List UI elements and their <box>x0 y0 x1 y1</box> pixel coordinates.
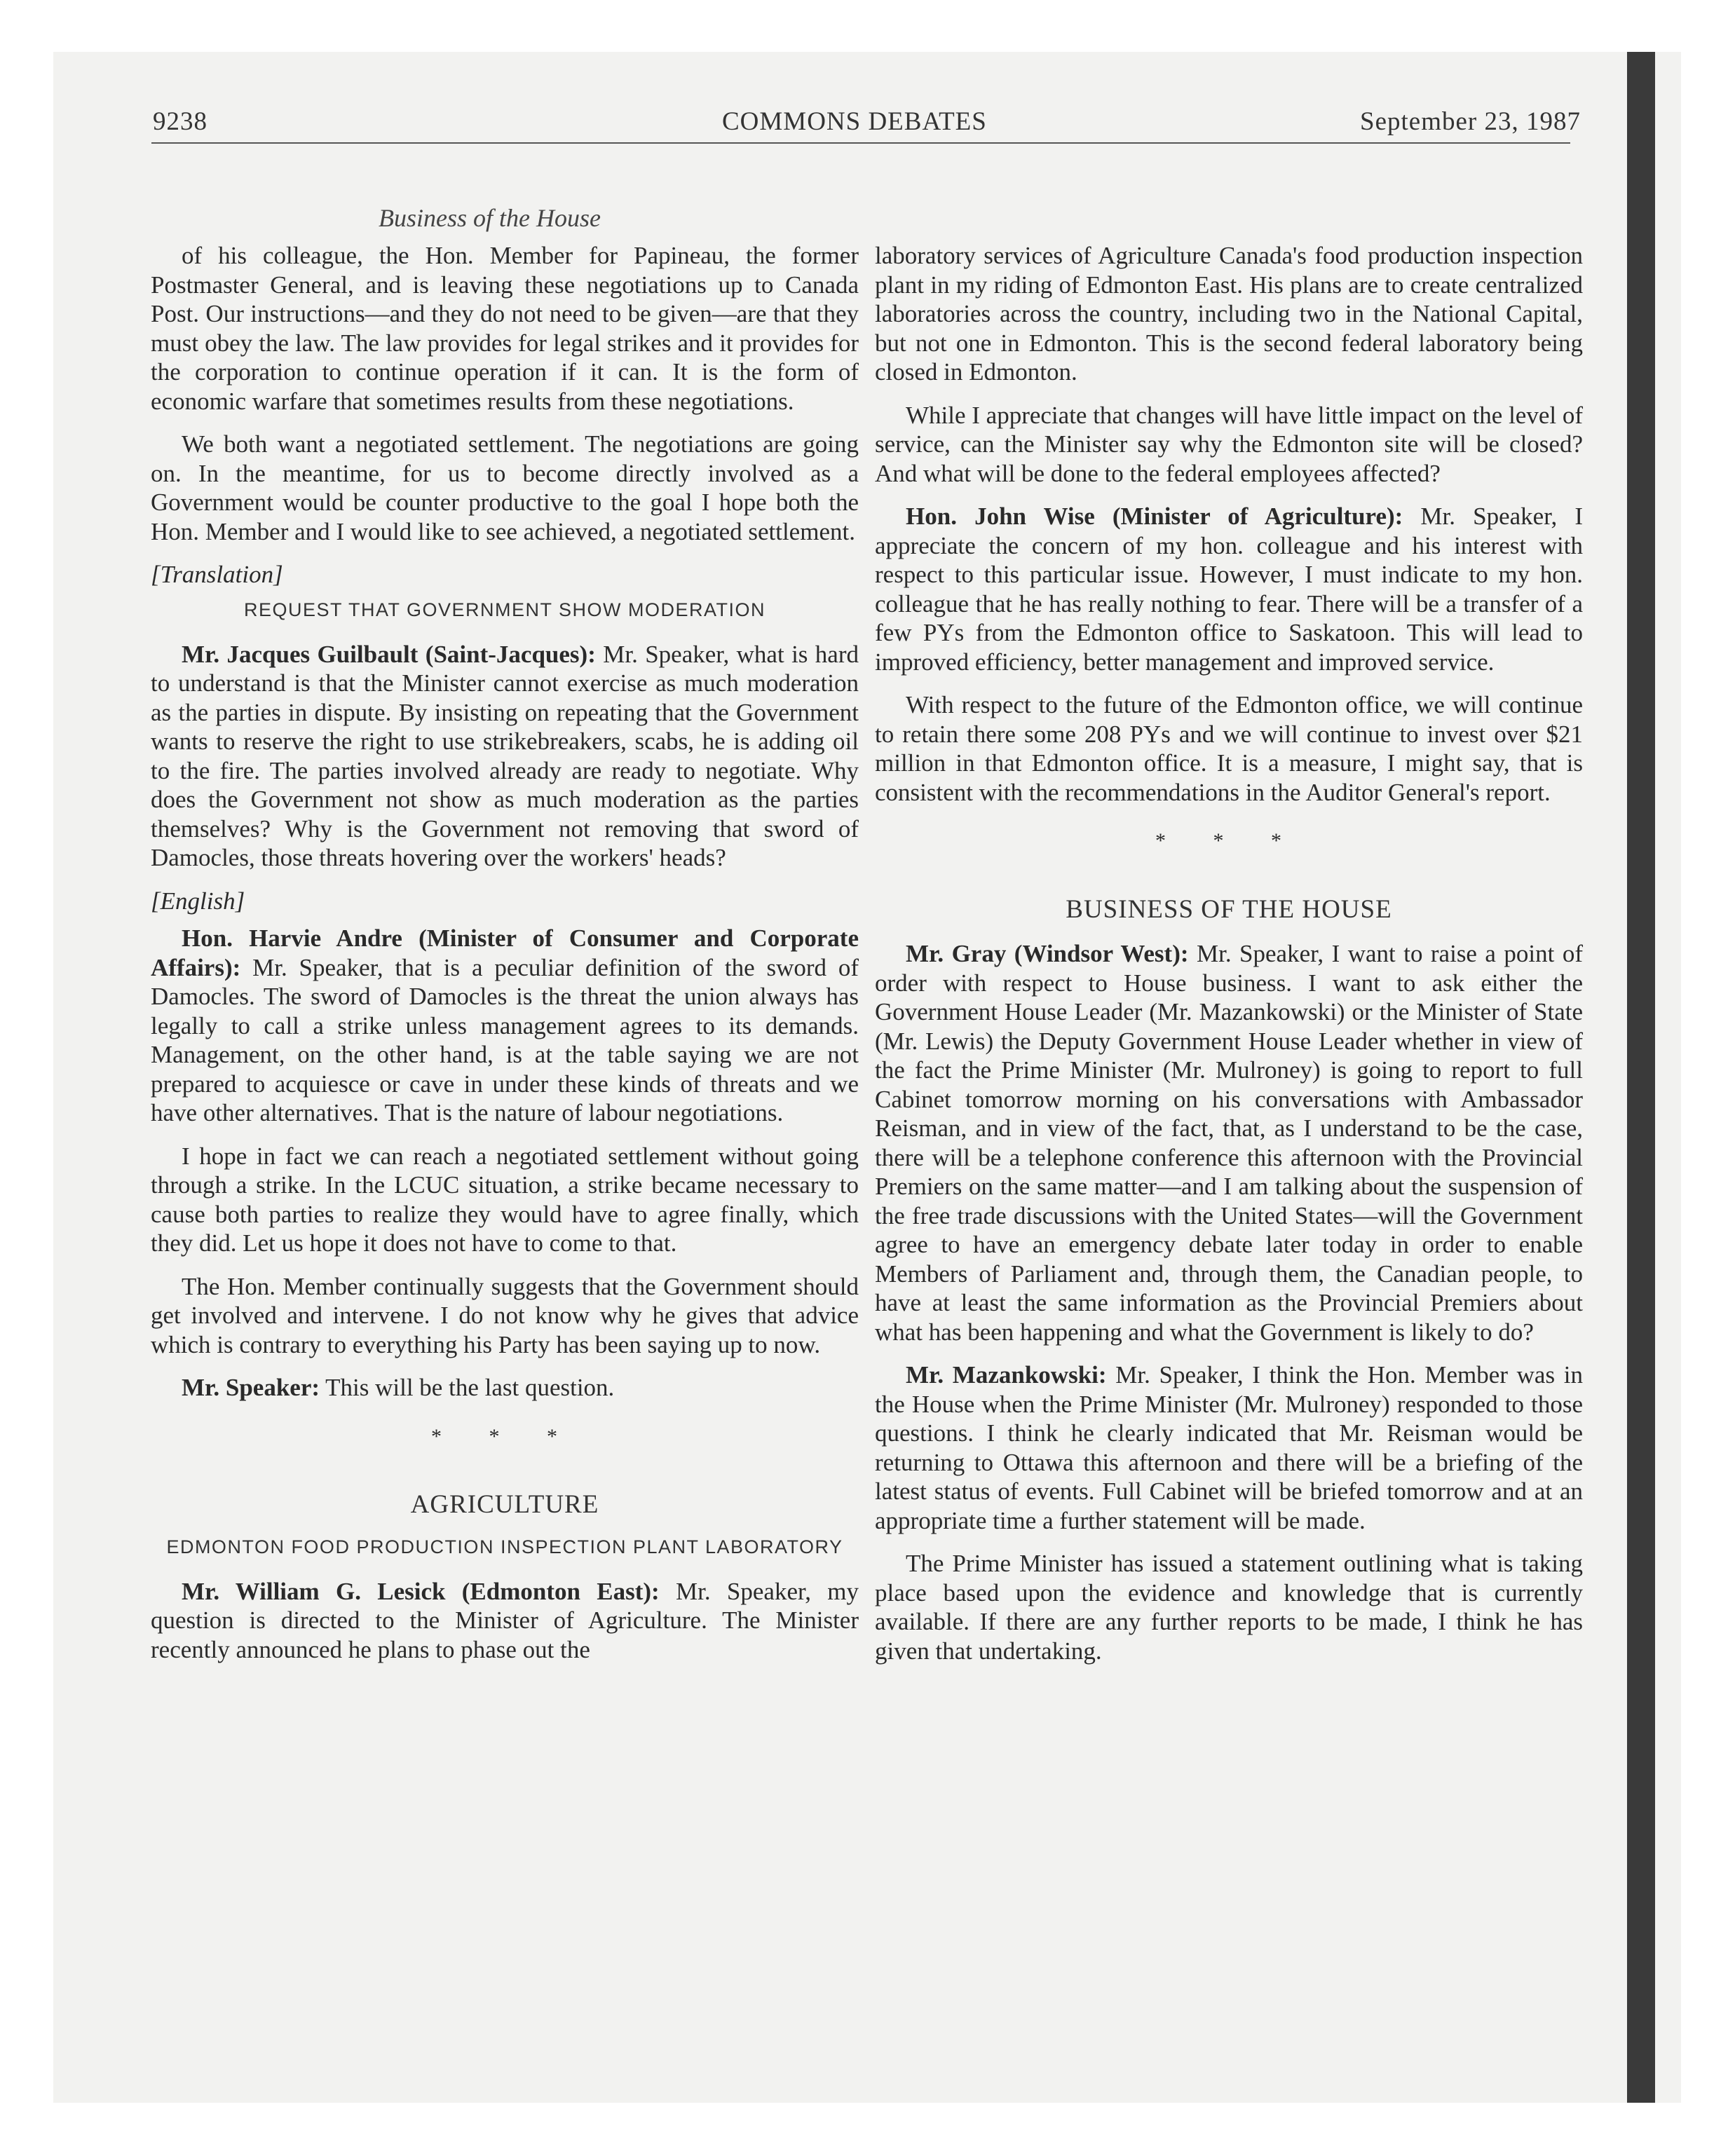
paragraph <box>875 939 1583 1346</box>
paragraph <box>151 640 859 873</box>
speech-text: Mr. Speaker, I want to raise a point of order with respect to House business. I want to ask either the Government House Leader (Mr. Mazankowski) or the Minister of State (Mr. Lewis) the Deputy Government House Leader whether in view of the fact the Prime Minister (Mr. Mulroney) is going to report to full Cabinet tomorrow morning on his conversations with Ambassador Reisman, and in view of the fact, that, as I understand to be the case, there will be a telephone conference this afternoon with the Provincial Premiers on the same matter—and I am talking about the suspension of the free trade discussions with the United States—will the Government agree to have an emergency debate later today in order to enable Members of Parliament and, through them, the Canadian people, to have at least the same information as the Provincial Premiers about what has been happening and what the Government is likely to do? <box>875 940 1584 1346</box>
running-section-head: Business of the House <box>379 204 601 232</box>
header-rule <box>151 142 1570 144</box>
paragraph: We both want a negotiated settlement. The negotiations are going on. In the meantime, for us to become directly involved as a Government would be counter productive to the goal I hope both the Hon. Member and I would like to see achieved, a negotiated settlement. <box>151 430 859 545</box>
speech-text: Mr. Speaker, I think the Hon. Member was in the House when the Prime Minister (Mr. Mulroney) responded to those questions. I think he clearly indicated that Mr. Reisman would be returning to Ottawa this afternoon and there will be a briefing of the latest status of events. Full Cabinet will be briefed tomorrow and at an appropriate time a further statement will be made. <box>875 1361 1584 1534</box>
translation-marker: [Translation] <box>151 561 283 588</box>
subheading: EDMONTON FOOD PRODUCTION INSPECTION PLANT LABORATORY <box>166 1536 843 1557</box>
speech-text: Mr. Speaker, my question is directed to the Minister of Agriculture. The Minister recently announced he plans to phase out the <box>151 1577 859 1663</box>
paragraph: laboratory services of Agriculture Canada's food production inspection plant in my riding of Edmonton East. His plans are to create centralized laboratories across the country, including two in the National Capital, but not one in Edmonton. This is the second federal laboratory being closed in Edmonton. <box>875 242 1583 386</box>
paragraph <box>875 502 1583 676</box>
speaker-name: Hon. John Wise (Minister of Agriculture): <box>906 503 1403 530</box>
speaker-name: Hon. Harvie Andre (Minister of Consumer and Corporate Affairs): <box>151 925 859 981</box>
section-heading: BUSINESS OF THE HOUSE <box>1066 894 1392 924</box>
paragraph: While I appreciate that changes will have little impact on the level of service, can the Minister say why the Edmonton site will be closed? And what will be done to the federal employees affected? <box>875 401 1584 487</box>
left-column <box>151 241 859 1678</box>
paragraph: With respect to the future of the Edmonton office, we will continue to retain there some 208 PYs and we will continue to invest over $21 million in that Edmonton office. It is a measure, I might say, that is consistent with the recommendations in the Auditor General's report. <box>875 691 1583 806</box>
paragraph <box>151 924 859 1128</box>
speech-text: Mr. Speaker, I appreciate the concern of my hon. colleague and his interest with respect to this particular issue. However, I must indicate to my hon. colleague that he has really nothing to fear. There will be a transfer of a few PYs from the Edmonton office to Saskatoon. This will lead to improved efficiency, better management and improved service. <box>875 503 1584 676</box>
paragraph: I hope in fact we can reach a negotiated settlement without going through a strike. In the LCUC situation, a strike became necessary to cause both parties to realize they would have to agree finally, which they did. Let us hope it does not have to come to that. <box>151 1142 859 1257</box>
speaker-name: Mr. William G. Lesick (Edmonton East): <box>182 1577 660 1605</box>
publication-title: COMMONS DEBATES <box>722 107 987 136</box>
speaker-name: Mr. Mazankowski: <box>906 1361 1107 1389</box>
paragraph <box>151 1373 859 1403</box>
speech-text: Mr. Speaker, what is hard to understand is that the Minister cannot exercise as much moderation as the parties in dispute. By insisting on repeating that the Government wants to reserve the right to use strikebreakers, scabs, he is adding oil to the fire. The parties involved already are ready to negotiate. Why does the Government not show as much moderation as the parties themselves? Why is the Government not removing that sword of Damocles, those threats hovering over the workers' heads? <box>151 640 859 871</box>
publication-date: September 23, 1987 <box>1360 107 1581 136</box>
english-marker: [English] <box>151 887 245 915</box>
speaker-name: Mr. Jacques Guilbault (Saint-Jacques): <box>182 640 596 668</box>
section-divider-stars: * * * <box>1155 829 1302 852</box>
subheading: REQUEST THAT GOVERNMENT SHOW MODERATION <box>243 599 766 620</box>
speaker-name: Mr. Gray (Windsor West): <box>906 940 1189 967</box>
speech-text: This will be the last question. <box>320 1374 615 1401</box>
page-edge-shadow <box>1627 52 1655 2103</box>
page-number: 9238 <box>153 107 207 136</box>
paragraph: The Hon. Member continually suggests that the Government should get involved and intervene. I do not know why he gives that advice which is contrary to everything his Party has been saying up to now. <box>151 1272 859 1358</box>
section-heading: AGRICULTURE <box>410 1490 599 1519</box>
paragraph: The Prime Minister has issued a statement outlining what is taking place based upon the evidence and knowledge that is currently available. If there are any further reports to be made, I think he has given that undertaking. <box>875 1550 1583 1665</box>
speech-text: Mr. Speaker, that is a peculiar definition of the sword of Damocles. The sword of Damocles is the threat the union always has legally to call a strike unless management agrees to its demands. Management, on the other hand, is at the table saying we are not prepared to acquiesce or cave in under these kinds of threats and we have other alternatives. That is the nature of labour negotiations. <box>151 953 859 1126</box>
section-divider-stars: * * * <box>431 1424 578 1448</box>
paragraph: of his colleague, the Hon. Member for Papineau, the former Postmaster General, and is leaving these negotiations up to Canada Post. Our instructions—and they do not need to be given—are that they must obey the law. The law provides for legal strikes and it provides for the corporation to continue operation if it can. It is the form of economic warfare that sometimes results from these negotiations. <box>151 242 859 415</box>
paragraph <box>875 1360 1583 1535</box>
speaker-name: Mr. Speaker: <box>182 1374 320 1401</box>
right-column <box>875 241 1583 1679</box>
paragraph <box>151 1577 859 1665</box>
